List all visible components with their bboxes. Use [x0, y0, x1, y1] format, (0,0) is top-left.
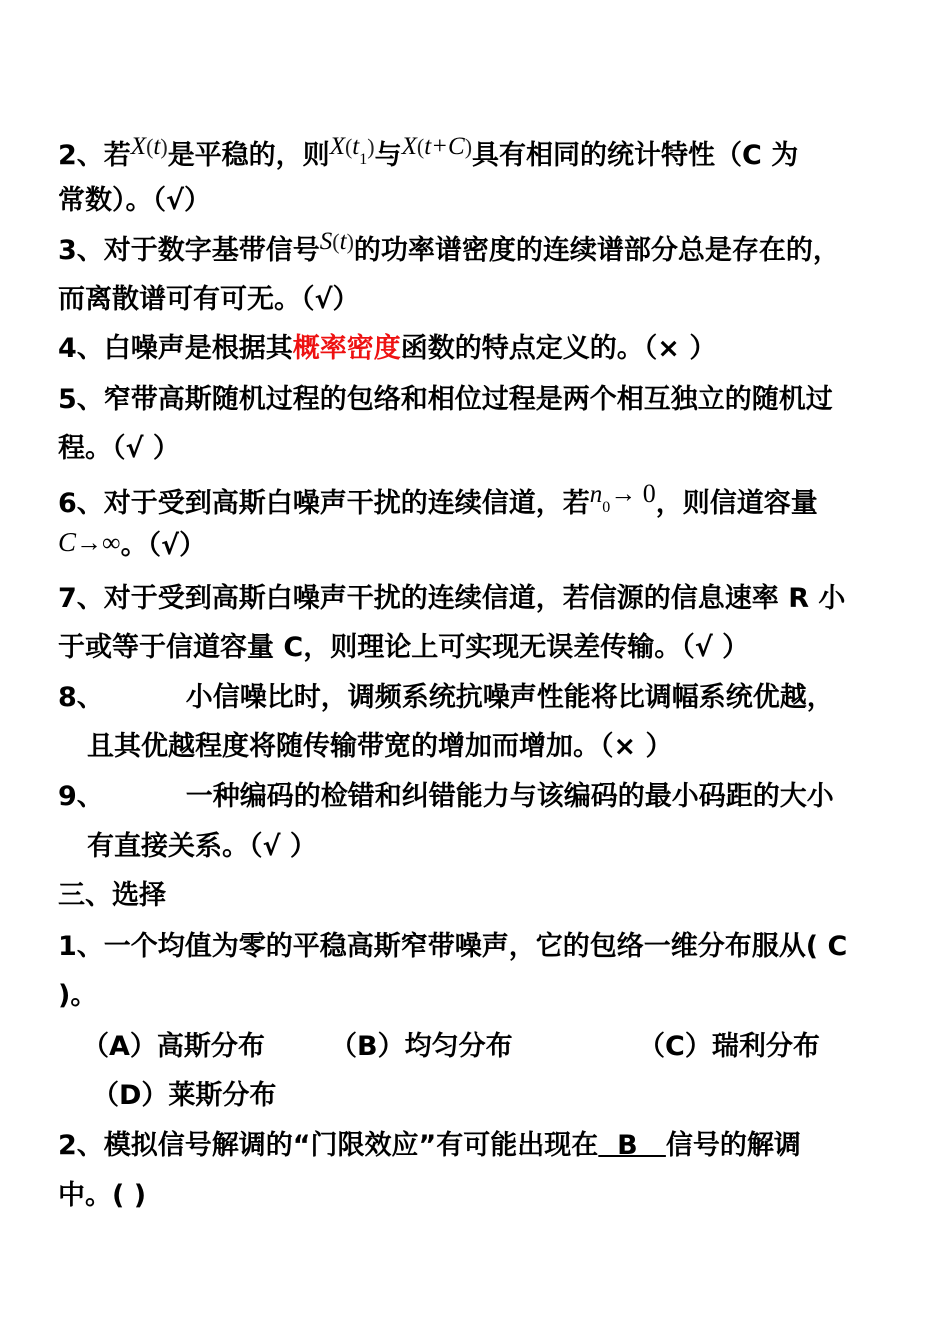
- text: 白噪声是根据其: [103, 333, 293, 364]
- question-3-cont: [58, 280, 360, 320]
- question-6-cont: [58, 525, 206, 566]
- answer-blank: B: [598, 1130, 666, 1161]
- paren: (: [416, 134, 425, 159]
- text: 是平稳的，则: [167, 140, 330, 171]
- question-number: 2、: [58, 140, 104, 171]
- math-c: C: [58, 527, 77, 557]
- question-8-cont: [87, 727, 673, 767]
- question-9: [58, 777, 834, 817]
- paren: ): [367, 134, 375, 159]
- math-t: t: [352, 133, 360, 160]
- text: 小信噪比时，调频系统抗噪声性能将比调幅系统优越，: [185, 682, 834, 713]
- text: 函数的特点定义的。（× ）: [400, 333, 717, 364]
- question-7: [58, 579, 845, 619]
- math-s: S: [319, 228, 333, 255]
- question-number: 8、: [58, 682, 104, 713]
- text: 窄带高斯随机过程的包络和相位过程是两个相互独立的随机过: [103, 384, 833, 415]
- text: 一种编码的检错和纠错能力与该编码的最小码距的大小: [185, 781, 834, 812]
- question-2: [58, 133, 799, 186]
- text: 常数）。（√）: [58, 185, 212, 216]
- option-text: （B）均匀分布: [330, 1031, 513, 1062]
- text: 。（√）: [120, 530, 207, 561]
- option-d: [92, 1076, 276, 1116]
- text: 的功率谱密度的连续谱部分总是存在的，: [353, 235, 840, 266]
- math-subscript: 1: [359, 151, 368, 169]
- paren: (: [332, 229, 340, 254]
- question-2-cont: [58, 181, 211, 221]
- text: 且其优越程度将随传输带宽的增加而增加。（× ）: [87, 731, 673, 762]
- text: )。: [58, 980, 98, 1011]
- question-number: 9、: [58, 781, 104, 812]
- math-t-plus-c: t+C: [424, 133, 465, 160]
- question-number: 7、: [58, 583, 104, 614]
- paren: ): [160, 134, 168, 159]
- text: ，则信道容量: [655, 488, 818, 519]
- math-t: t: [339, 228, 347, 255]
- option-text: （A）高斯分布: [82, 1031, 265, 1062]
- section-heading: [58, 876, 166, 916]
- option-a: [82, 1027, 265, 1067]
- question-number: 5、: [58, 384, 104, 415]
- paren: ): [346, 229, 354, 254]
- question-5: [58, 380, 833, 420]
- math-x: X: [401, 133, 417, 160]
- text: 有直接关系。（√ ）: [87, 831, 317, 862]
- question-number: 1、: [58, 931, 104, 962]
- paren: ): [464, 134, 473, 159]
- option-b: [330, 1027, 513, 1067]
- choice-question-2-cont: [58, 1176, 146, 1216]
- text: 中。( ): [58, 1180, 147, 1211]
- question-7-cont: [58, 628, 749, 668]
- option-c: [638, 1027, 820, 1067]
- arrow-to-infinity: →∞: [76, 528, 121, 557]
- text: 对于受到高斯白噪声干扰的连续信道，若: [103, 488, 590, 519]
- section-title: 三、选择: [58, 880, 166, 911]
- text: 若: [103, 140, 131, 171]
- arrow-to-zero: → 0: [610, 479, 656, 508]
- text: 对于受到高斯白噪声干扰的连续信道，若信源的信息速率 R 小: [103, 583, 846, 614]
- option-text: （D）莱斯分布: [92, 1080, 277, 1111]
- text: 与: [374, 140, 402, 171]
- question-number: 6、: [58, 488, 104, 519]
- math-subscript: 0: [602, 499, 611, 517]
- option-text: （C）瑞利分布: [638, 1031, 820, 1062]
- paren: (: [344, 134, 353, 159]
- choice-question-1-cont: [58, 976, 97, 1016]
- paren: (: [146, 134, 154, 159]
- highlight-text: 概率密度: [292, 333, 401, 364]
- question-number: 2、: [58, 1130, 104, 1161]
- question-4: [58, 329, 716, 369]
- choice-question-1: [58, 927, 847, 967]
- question-3: [58, 228, 840, 272]
- text: 一个均值为零的平稳高斯窄带噪声，它的包络一维分布服从( C: [103, 931, 848, 962]
- text: 具有相同的统计特性（C 为: [472, 140, 799, 171]
- question-9-cont: [87, 827, 317, 867]
- question-5-cont: [58, 429, 180, 469]
- text: 对于数字基带信号: [103, 235, 320, 266]
- text: 信号的解调: [665, 1130, 801, 1161]
- math-t: t: [153, 133, 161, 160]
- text: 程。（√ ）: [58, 433, 180, 464]
- math-x: X: [130, 133, 147, 160]
- text: 于或等于信道容量 C，则理论上可实现无误差传输。（√ ）: [58, 632, 750, 663]
- math-n: n: [589, 481, 603, 508]
- question-8: [58, 678, 834, 718]
- question-number: 4、: [58, 333, 104, 364]
- question-number: 3、: [58, 235, 104, 266]
- text: 模拟信号解调的“门限效应”有可能出现在: [103, 1130, 599, 1161]
- math-x: X: [329, 133, 345, 160]
- choice-question-2: [58, 1126, 801, 1166]
- text: 而离散谱可有可无。（√）: [58, 284, 360, 315]
